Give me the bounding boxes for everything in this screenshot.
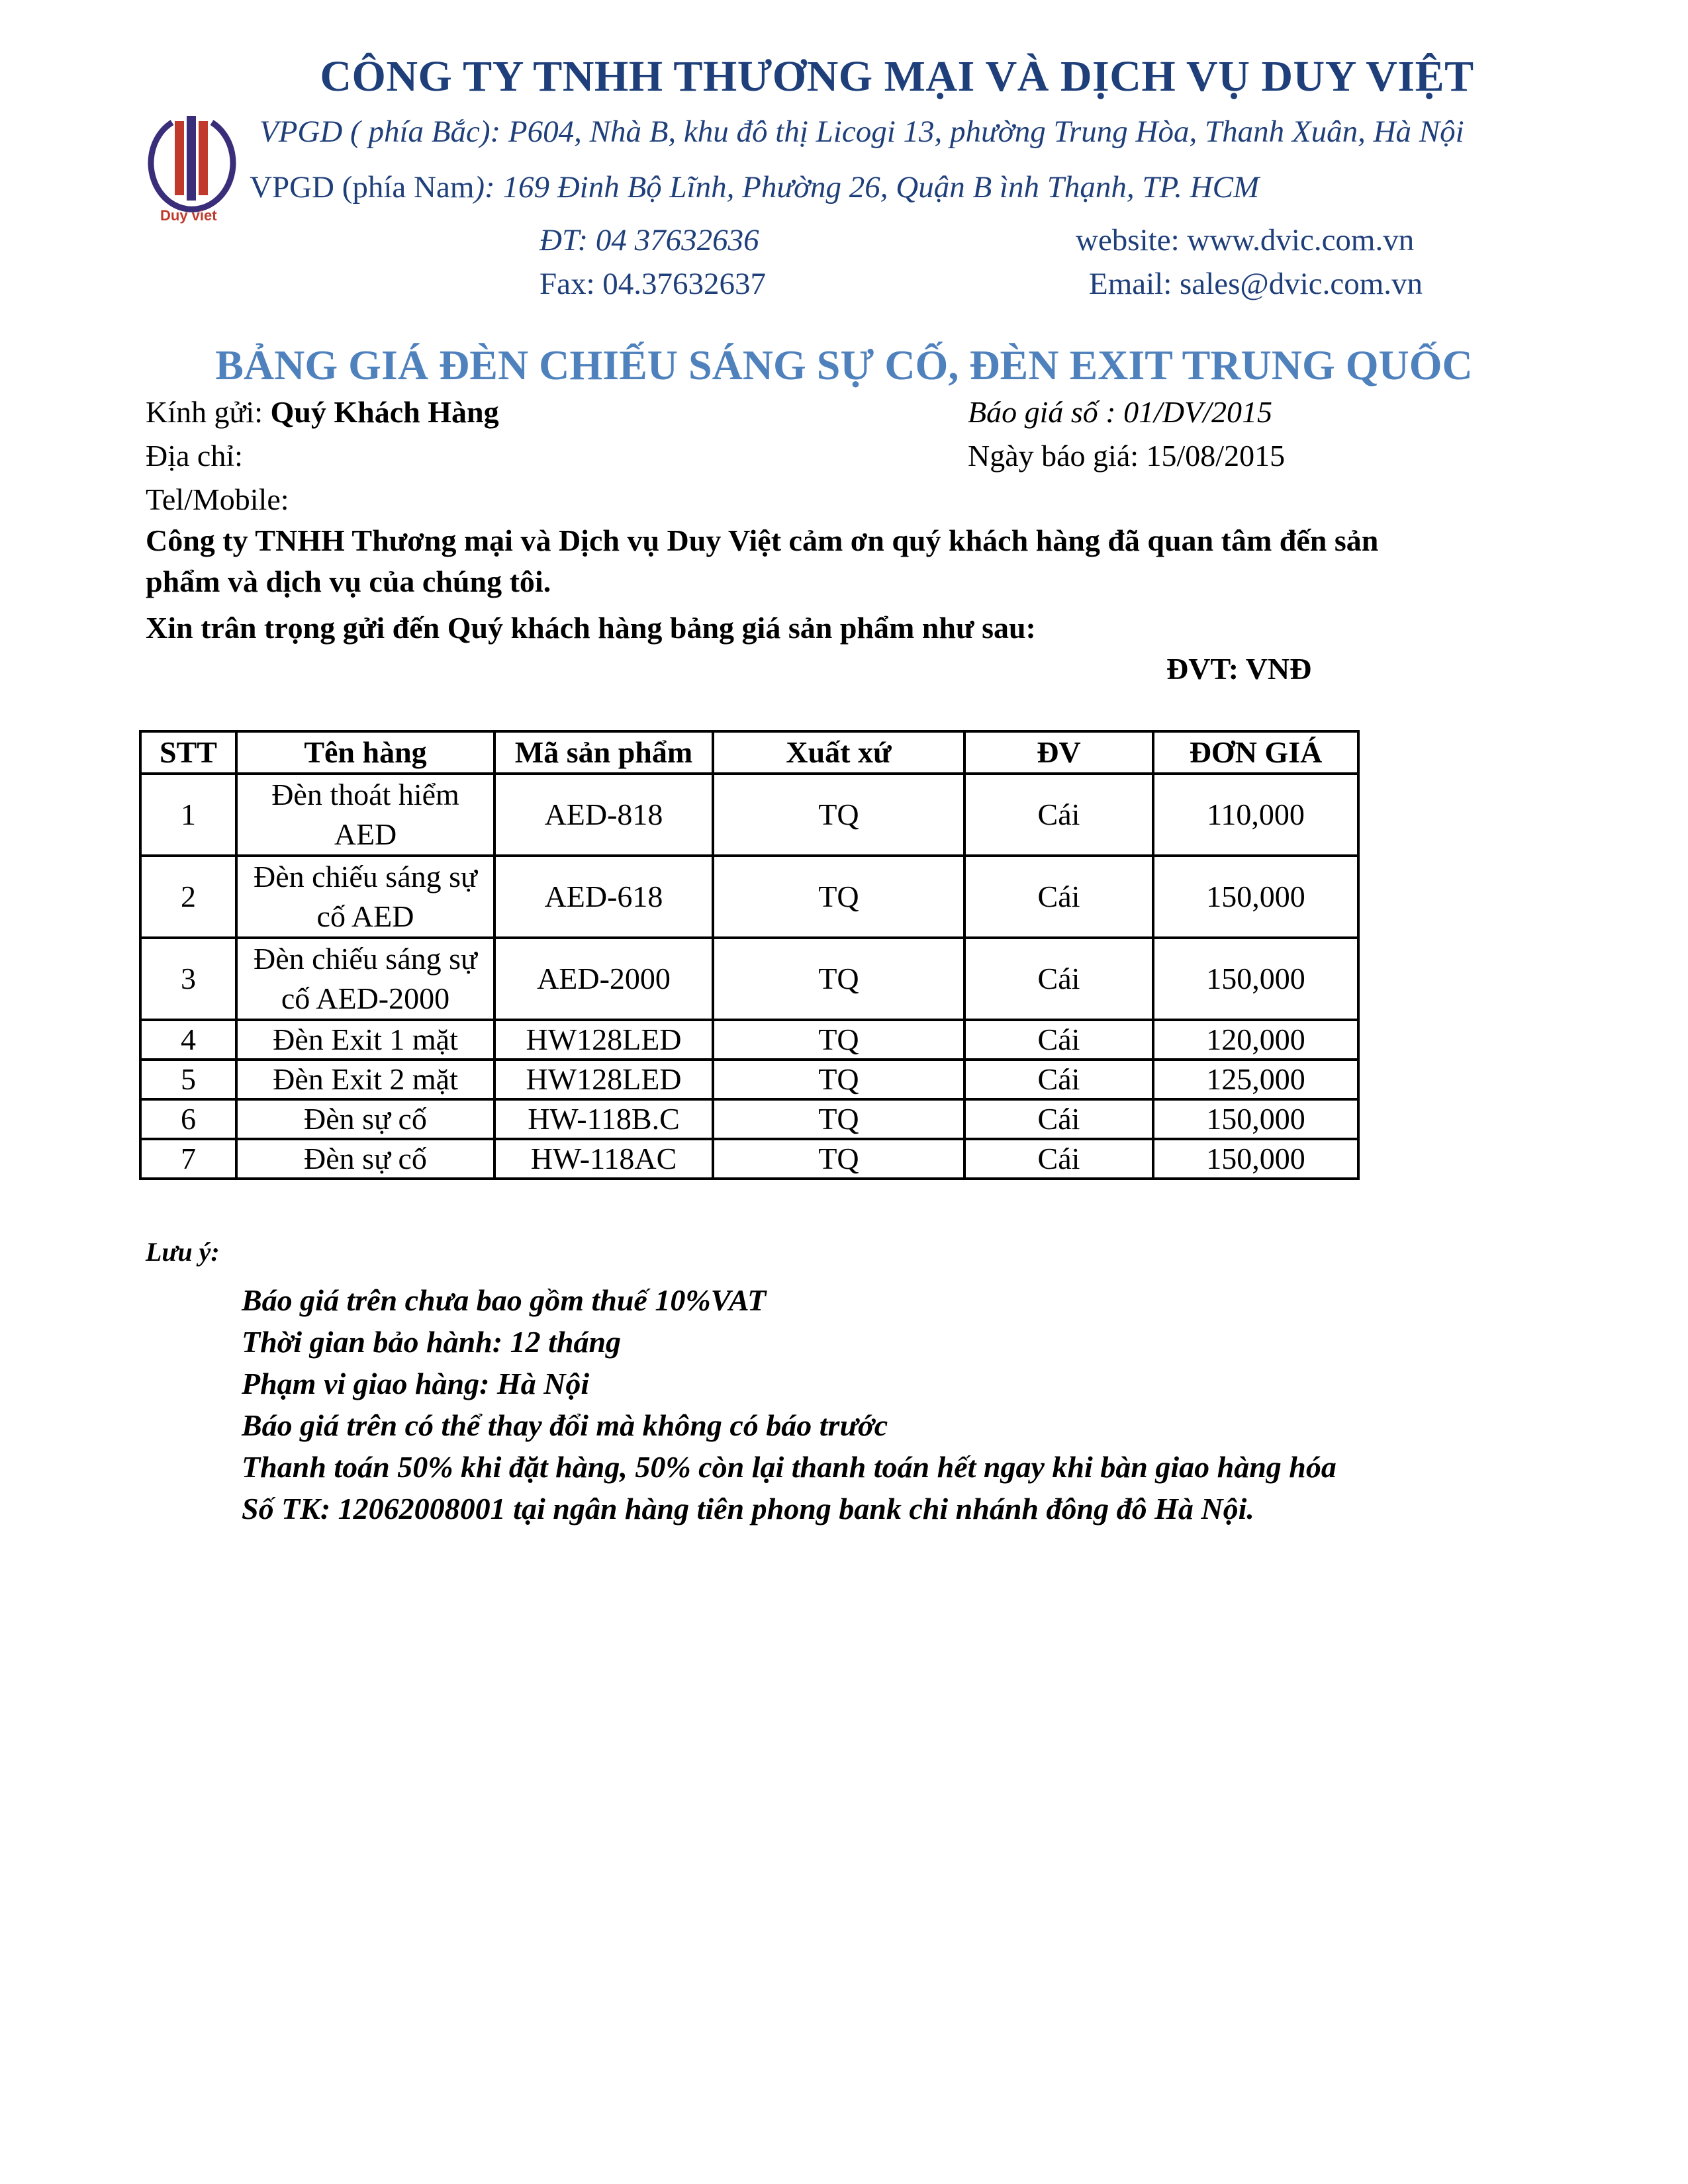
cell-price: 120,000 <box>1153 1020 1358 1060</box>
website-link[interactable]: website: www.dvic.com.vn <box>1076 223 1415 257</box>
header-stt: STT <box>140 731 236 774</box>
currency-unit-note: ĐVT: VNĐ <box>1166 652 1312 686</box>
greeting-name: Quý Khách Hàng <box>270 395 499 429</box>
cell-name: Đèn sự cố <box>236 1139 494 1179</box>
cell-unit: Cái <box>964 1060 1153 1099</box>
cell-stt: 7 <box>140 1139 236 1179</box>
cell-code: AED-2000 <box>494 938 713 1020</box>
note-item: Báo giá trên chưa bao gồm thuế 10%VAT <box>242 1283 767 1317</box>
table-row <box>140 774 1358 856</box>
table-row <box>140 1060 1358 1099</box>
cell-unit: Cái <box>964 1020 1153 1060</box>
address-north: VPGD ( phía Bắc): P604, Nhà B, khu đô thị Licogi 13, phường Trung Hòa, Thanh Xuân, Hà Nội <box>259 114 1464 149</box>
cell-origin: TQ <box>713 1060 964 1099</box>
header-price: ĐƠN GIÁ <box>1153 731 1358 774</box>
table-row <box>140 856 1358 938</box>
cell-code: HW-118B.C <box>494 1099 713 1139</box>
cell-stt: 2 <box>140 856 236 938</box>
cell-name: Đèn thoát hiểm AED <box>236 774 494 856</box>
table-row <box>140 1020 1358 1060</box>
note-item: Thanh toán 50% khi đặt hàng, 50% còn lại thanh toán hết ngay khi bàn giao hàng hóa <box>242 1450 1336 1484</box>
email-link[interactable]: Email: sales@dvic.com.vn <box>1089 267 1423 301</box>
price-table <box>139 730 1360 1180</box>
company-logo <box>146 109 238 225</box>
cell-name: Đèn sự cố <box>236 1099 494 1139</box>
phone-number: ĐT: 04 37632636 <box>539 223 759 257</box>
address-south-rest: ): 169 Đinh Bộ Lĩnh, Phường 26, Quận B ình Thạnh, TP. HCM <box>474 170 1260 205</box>
cell-origin: TQ <box>713 1139 964 1179</box>
tel-label: Tel/Mobile: <box>146 482 289 516</box>
cell-code: AED-818 <box>494 774 713 856</box>
greeting-line <box>146 394 499 430</box>
cell-origin: TQ <box>713 856 964 938</box>
cell-unit: Cái <box>964 938 1153 1020</box>
cell-price: 150,000 <box>1153 1099 1358 1139</box>
table-row <box>140 938 1358 1020</box>
cell-stt: 6 <box>140 1099 236 1139</box>
table-row <box>140 1099 1358 1139</box>
cell-name: Đèn chiếu sáng sự cố AED-2000 <box>236 938 494 1020</box>
cell-stt: 4 <box>140 1020 236 1060</box>
intro-line-1: Công ty TNHH Thương mại và Dịch vụ Duy Việt cảm ơn quý khách hàng đã quan tâm đến sản <box>146 523 1379 557</box>
header-code: Mã sản phẩm <box>494 731 713 774</box>
document-title: BẢNG GIÁ ĐÈN CHIẾU SÁNG SỰ CỐ, ĐÈN EXIT TRUNG QUỐC <box>215 341 1473 388</box>
cell-origin: TQ <box>713 774 964 856</box>
note-item: Phạm vi giao hàng: Hà Nội <box>242 1367 590 1400</box>
cell-price: 150,000 <box>1153 1139 1358 1179</box>
cell-stt: 1 <box>140 774 236 856</box>
cell-origin: TQ <box>713 1020 964 1060</box>
cell-price: 125,000 <box>1153 1060 1358 1099</box>
cell-price: 150,000 <box>1153 938 1358 1020</box>
address-south <box>250 169 1259 205</box>
cell-code: HW128LED <box>494 1060 713 1099</box>
table-row <box>140 1139 1358 1179</box>
notes-title: Lưu ý: <box>146 1237 220 1267</box>
quote-number: Báo giá số : 01/DV/2015 <box>968 395 1272 429</box>
cell-unit: Cái <box>964 774 1153 856</box>
cell-unit: Cái <box>964 1099 1153 1139</box>
cell-price: 150,000 <box>1153 856 1358 938</box>
logo-text: Duy viet <box>160 207 217 224</box>
cell-unit: Cái <box>964 1139 1153 1179</box>
greeting-label: Kính gửi: <box>146 395 271 429</box>
header-unit: ĐV <box>964 731 1153 774</box>
cell-code: HW-118AC <box>494 1139 713 1179</box>
cell-price: 110,000 <box>1153 774 1358 856</box>
company-name: CÔNG TY TNHH THƯƠNG MẠI VÀ DỊCH VỤ DUY VIỆT <box>320 52 1474 101</box>
cell-unit: Cái <box>964 856 1153 938</box>
cell-name: Đèn chiếu sáng sự cố AED <box>236 856 494 938</box>
quote-date: Ngày báo giá: 15/08/2015 <box>968 439 1286 473</box>
cell-stt: 5 <box>140 1060 236 1099</box>
intro-line-2: phẩm và dịch vụ của chúng tôi. <box>146 565 551 598</box>
note-item: Thời gian bảo hành: 12 tháng <box>242 1325 622 1359</box>
cell-name: Đèn Exit 1 mặt <box>236 1020 494 1060</box>
cell-origin: TQ <box>713 938 964 1020</box>
cell-code: AED-618 <box>494 856 713 938</box>
cell-name: Đèn Exit 2 mặt <box>236 1060 494 1099</box>
note-item: Số TK: 12062008001 tại ngân hàng tiên phong bank chi nhánh đông đô Hà Nội. <box>242 1492 1254 1525</box>
intro-line-3: Xin trân trọng gửi đến Quý khách hàng bảng giá sản phẩm như sau: <box>146 611 1036 645</box>
address-south-prefix: VPGD (phía Nam <box>250 170 475 205</box>
header-origin: Xuất xứ <box>713 731 964 774</box>
cell-origin: TQ <box>713 1099 964 1139</box>
header-name: Tên hàng <box>236 731 494 774</box>
cell-code: HW128LED <box>494 1020 713 1060</box>
note-item: Báo giá trên có thể thay đổi mà không có báo trước <box>242 1408 888 1442</box>
address-label: Địa chỉ: <box>146 439 243 473</box>
table-header-row <box>140 731 1358 774</box>
cell-stt: 3 <box>140 938 236 1020</box>
fax-number: Fax: 04.37632637 <box>539 267 767 301</box>
